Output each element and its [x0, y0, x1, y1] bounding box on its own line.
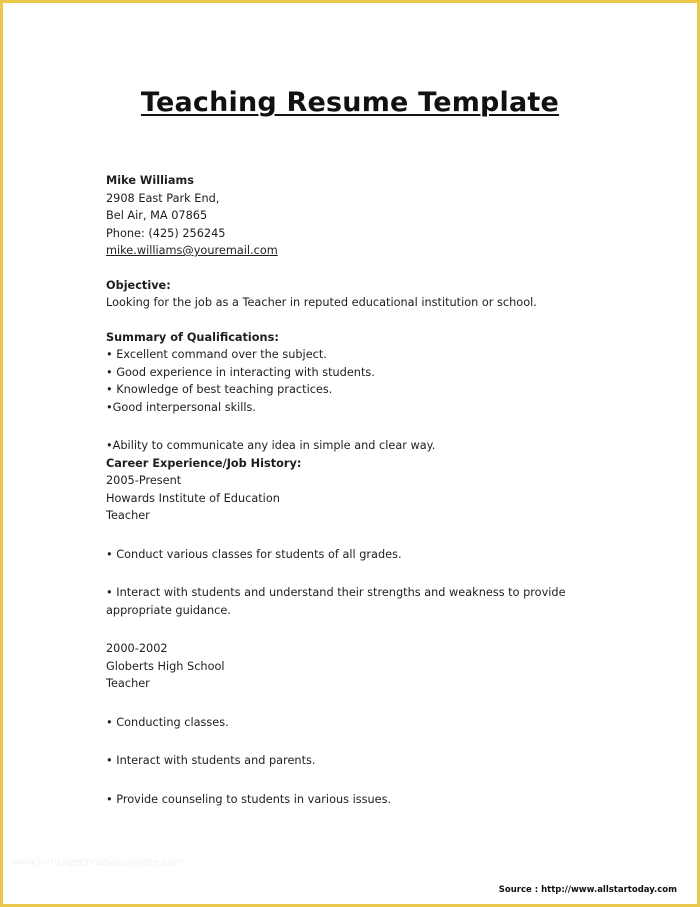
job-duty: appropriate guidance. [106, 603, 231, 617]
job-role: Teacher [106, 509, 150, 522]
watermark: www.heritagechristiancollege.com [11, 857, 184, 868]
job-employer: Howards Institute of Education [106, 491, 280, 505]
job-duty: • Conducting classes. [106, 715, 229, 729]
job-duty: • Interact with students and understand their strengths and weakness to provide [106, 586, 566, 599]
job-period: 2005-Present [106, 474, 182, 487]
objective-text: Looking for the job as a Teacher in reputed educational institution or school. [106, 296, 537, 309]
job-employer: Globerts High School [106, 659, 225, 673]
resume-body [106, 172, 626, 808]
qualification-item: •Good interpersonal skills. [106, 400, 257, 414]
qualification-item: • Excellent command over the subject. [106, 348, 327, 361]
job-duty: • Interact with students and parents. [106, 754, 316, 767]
contact-phone: Phone: (425) 256245 [106, 226, 226, 240]
contact-address-line-2: Bel Air, MA 07865 [106, 209, 208, 222]
qualification-item: •Ability to communicate any idea in simple and clear way. [106, 439, 436, 452]
contact-email-link[interactable]: mike.williams@youremail.com [106, 244, 278, 257]
contact-name: Mike Williams [106, 174, 194, 187]
career-heading: Career Experience/Job History: [106, 456, 302, 470]
source-credit: Source : http://www.allstartoday.com [498, 885, 677, 895]
job-duty: • Provide counseling to students in various issues. [106, 792, 392, 806]
page-title: Teaching Resume Template [140, 87, 560, 118]
job-role: Teacher [106, 677, 150, 690]
job-duty: • Conduct various classes for students of all grades. [106, 547, 402, 561]
objective-heading: Objective: [106, 278, 171, 292]
qualification-item: • Good experience in interacting with students. [106, 365, 375, 379]
job-period: 2000-2002 [106, 642, 168, 655]
qualifications-heading: Summary of Qualifications: [106, 330, 279, 344]
qualification-item: • Knowledge of best teaching practices. [106, 383, 333, 396]
contact-address-line-1: 2908 East Park End, [106, 191, 220, 205]
